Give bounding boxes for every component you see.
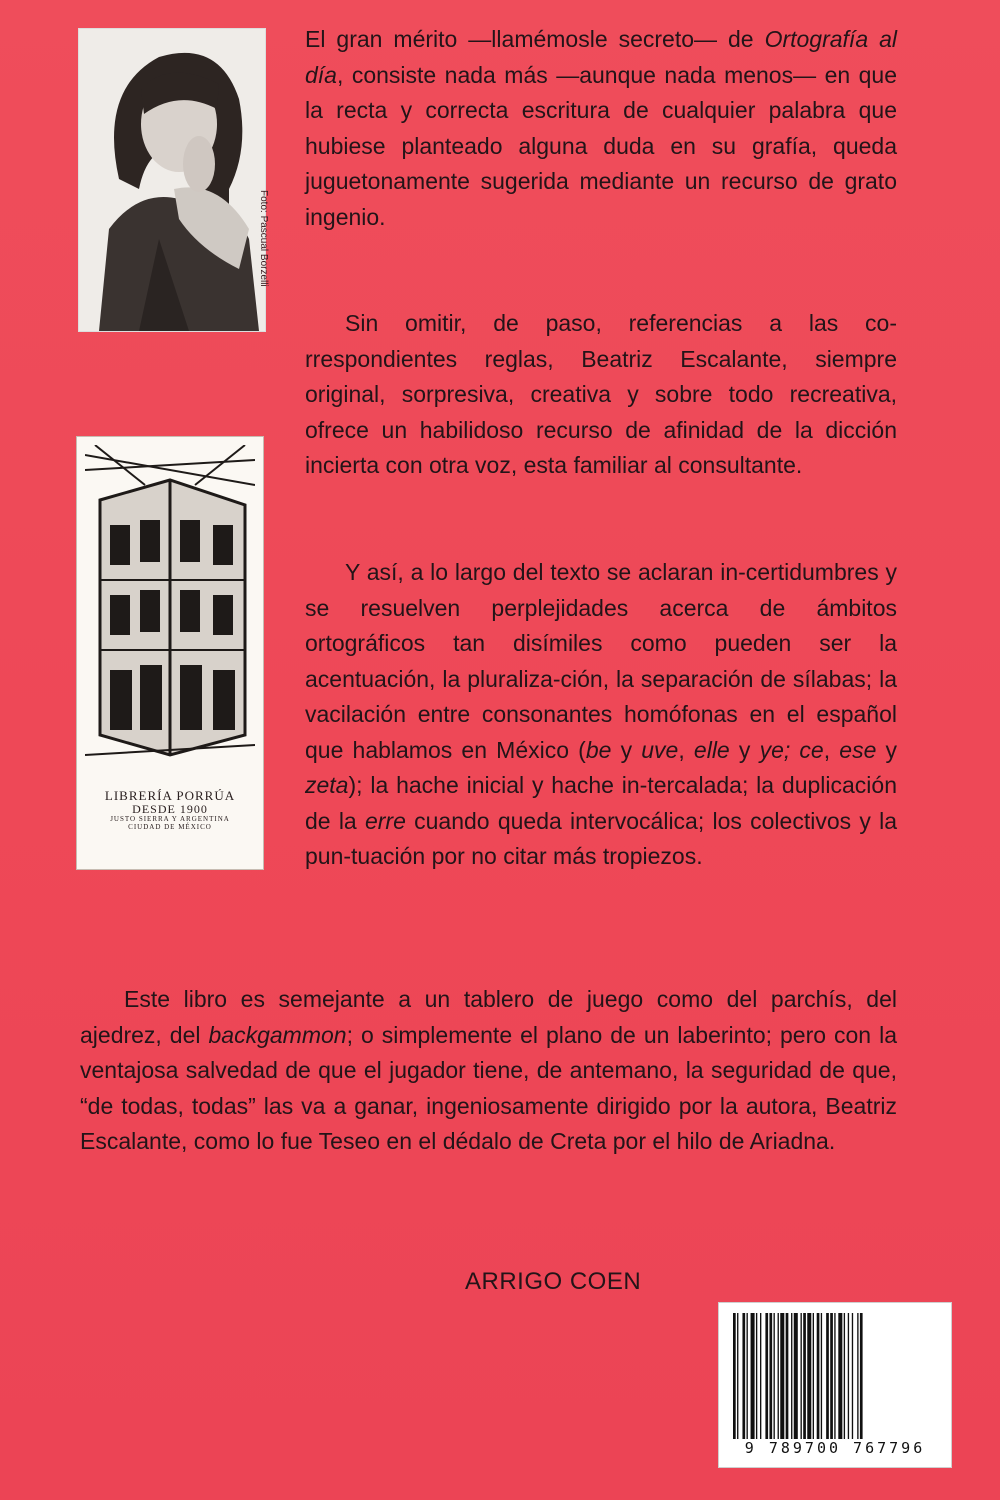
barcode-bar	[852, 1313, 853, 1439]
text-run: y	[729, 736, 760, 763]
author-portrait-image	[79, 29, 265, 331]
italic-text-run: backgammon	[208, 1021, 347, 1048]
barcode-bar	[813, 1313, 814, 1439]
text-run: Y así, a lo largo del texto se aclaran in-certidumbres y se resuelven perplejidades acerca de ámbitos ortográficos tan disímiles como pueden ser la acentuación, la pluraliza-ción, la separación de sílabas; la vacilación entre consonantes homófonas en el español que hablamos en México (	[305, 559, 897, 763]
text-run: y	[876, 736, 898, 763]
barcode-bar	[791, 1313, 792, 1439]
stamp-line-2: DESDE 1900	[132, 802, 208, 817]
barcode-bar	[794, 1313, 798, 1439]
barcode-bars	[731, 1313, 939, 1439]
italic-text-run: Ortografía al día	[305, 26, 897, 88]
text-run: , consiste nada más —aunque nada menos— en que la recta y correcta escritura de cualquier palabra que hubiese planteado alguna duda en su grafía, queda juguetonamente sugerida mediante un recurso de grato ingenio.	[305, 61, 897, 230]
italic-text-run: ye;	[759, 736, 791, 763]
text-run: cuando queda intervocálica; los colectivos y la pun-tuación por no citar más tropiezos.	[305, 807, 897, 869]
paragraph-1	[305, 22, 897, 235]
barcode-bar	[765, 1313, 768, 1439]
barcode-bar	[747, 1313, 748, 1439]
paragraph-2	[305, 306, 897, 484]
text-run: y	[611, 736, 642, 763]
barcode-bar	[742, 1313, 745, 1439]
barcode-bar	[760, 1313, 761, 1439]
barcode-digits: 9 789700 767796	[744, 1439, 926, 1457]
stamp-line-4: CIUDAD DE MÉXICO	[128, 823, 212, 832]
author-signature: ARRIGO COEN	[465, 1268, 642, 1295]
italic-text-run: ese	[839, 736, 877, 763]
barcode-bar	[830, 1313, 833, 1439]
barcode-bar	[821, 1313, 822, 1439]
barcode-bar	[826, 1313, 829, 1439]
italic-text-run: ce	[799, 736, 824, 763]
barcode-bar	[848, 1313, 849, 1439]
text-run: ,	[823, 736, 840, 763]
barcode-bar	[786, 1313, 789, 1439]
stamp-line-1: LIBRERÍA PORRÚA	[104, 788, 236, 803]
stamp-caption	[77, 789, 263, 832]
barcode-bar	[751, 1313, 755, 1439]
text-run: ; o simplemente el plano de un laberinto; pero con la ventajosa salvedad de que el jugador tiene, de antemano, la seguridad de que, “de todas, todas” las va a ganar, ingeniosamente dirigido por la autora, Beatriz Escalante, como lo fue Teseo en el dédalo de Creta por el hilo de Ariadna.	[80, 1021, 897, 1154]
bookstore-stamp	[76, 436, 264, 870]
italic-text-run: zeta	[305, 772, 349, 798]
barcode-bar	[838, 1313, 842, 1439]
italic-text-run: elle	[693, 736, 730, 763]
barcode-bar	[801, 1313, 802, 1439]
barcode-bar	[803, 1313, 806, 1439]
italic-text-run: erre	[364, 807, 406, 834]
barcode-bar	[834, 1313, 835, 1439]
text-run: Este libro es semejante a un tablero de juego como del parchís, del ajedrez, del	[80, 986, 897, 1048]
barcode-bar	[769, 1313, 772, 1439]
text-run: El gran mérito —llamémosle secreto— de	[305, 26, 765, 52]
text-run: ); la hache inicial y hache in-tercalada; la duplicación de la	[305, 772, 897, 834]
barcode-bar	[817, 1313, 820, 1439]
author-photo	[78, 28, 266, 332]
photo-credit: Foto: Pascual Borzelli	[258, 190, 269, 287]
barcode-bar	[733, 1313, 736, 1439]
barcode-bar	[737, 1313, 738, 1439]
barcode-bar	[778, 1313, 779, 1439]
barcode-bar	[860, 1313, 863, 1439]
italic-text-run: uve	[641, 736, 679, 763]
barcode-bar	[844, 1313, 845, 1439]
barcode-bar	[780, 1313, 784, 1439]
barcode-bar	[807, 1313, 811, 1439]
paragraph-3	[305, 555, 897, 875]
stamp-line-3: JUSTO SIERRA Y ARGENTINA	[110, 815, 230, 824]
barcode-bar	[857, 1313, 858, 1439]
text-run: ,	[678, 736, 694, 763]
bookstore-building-illustration	[85, 445, 255, 765]
italic-text-run: be	[585, 736, 612, 763]
barcode-bar	[774, 1313, 775, 1439]
isbn-barcode	[718, 1302, 952, 1468]
paragraph-4	[80, 982, 897, 1160]
barcode-bar	[756, 1313, 757, 1439]
text-run: Sin omitir, de paso, referencias a las co-rrespondientes reglas, Beatriz Escalante, siempre original, sorpresiva, creativa y sobre todo recreativa, ofrece un habilidoso recurso de afinidad de la dicción incierta con otra voz, esta familiar al consultante.	[305, 310, 897, 478]
